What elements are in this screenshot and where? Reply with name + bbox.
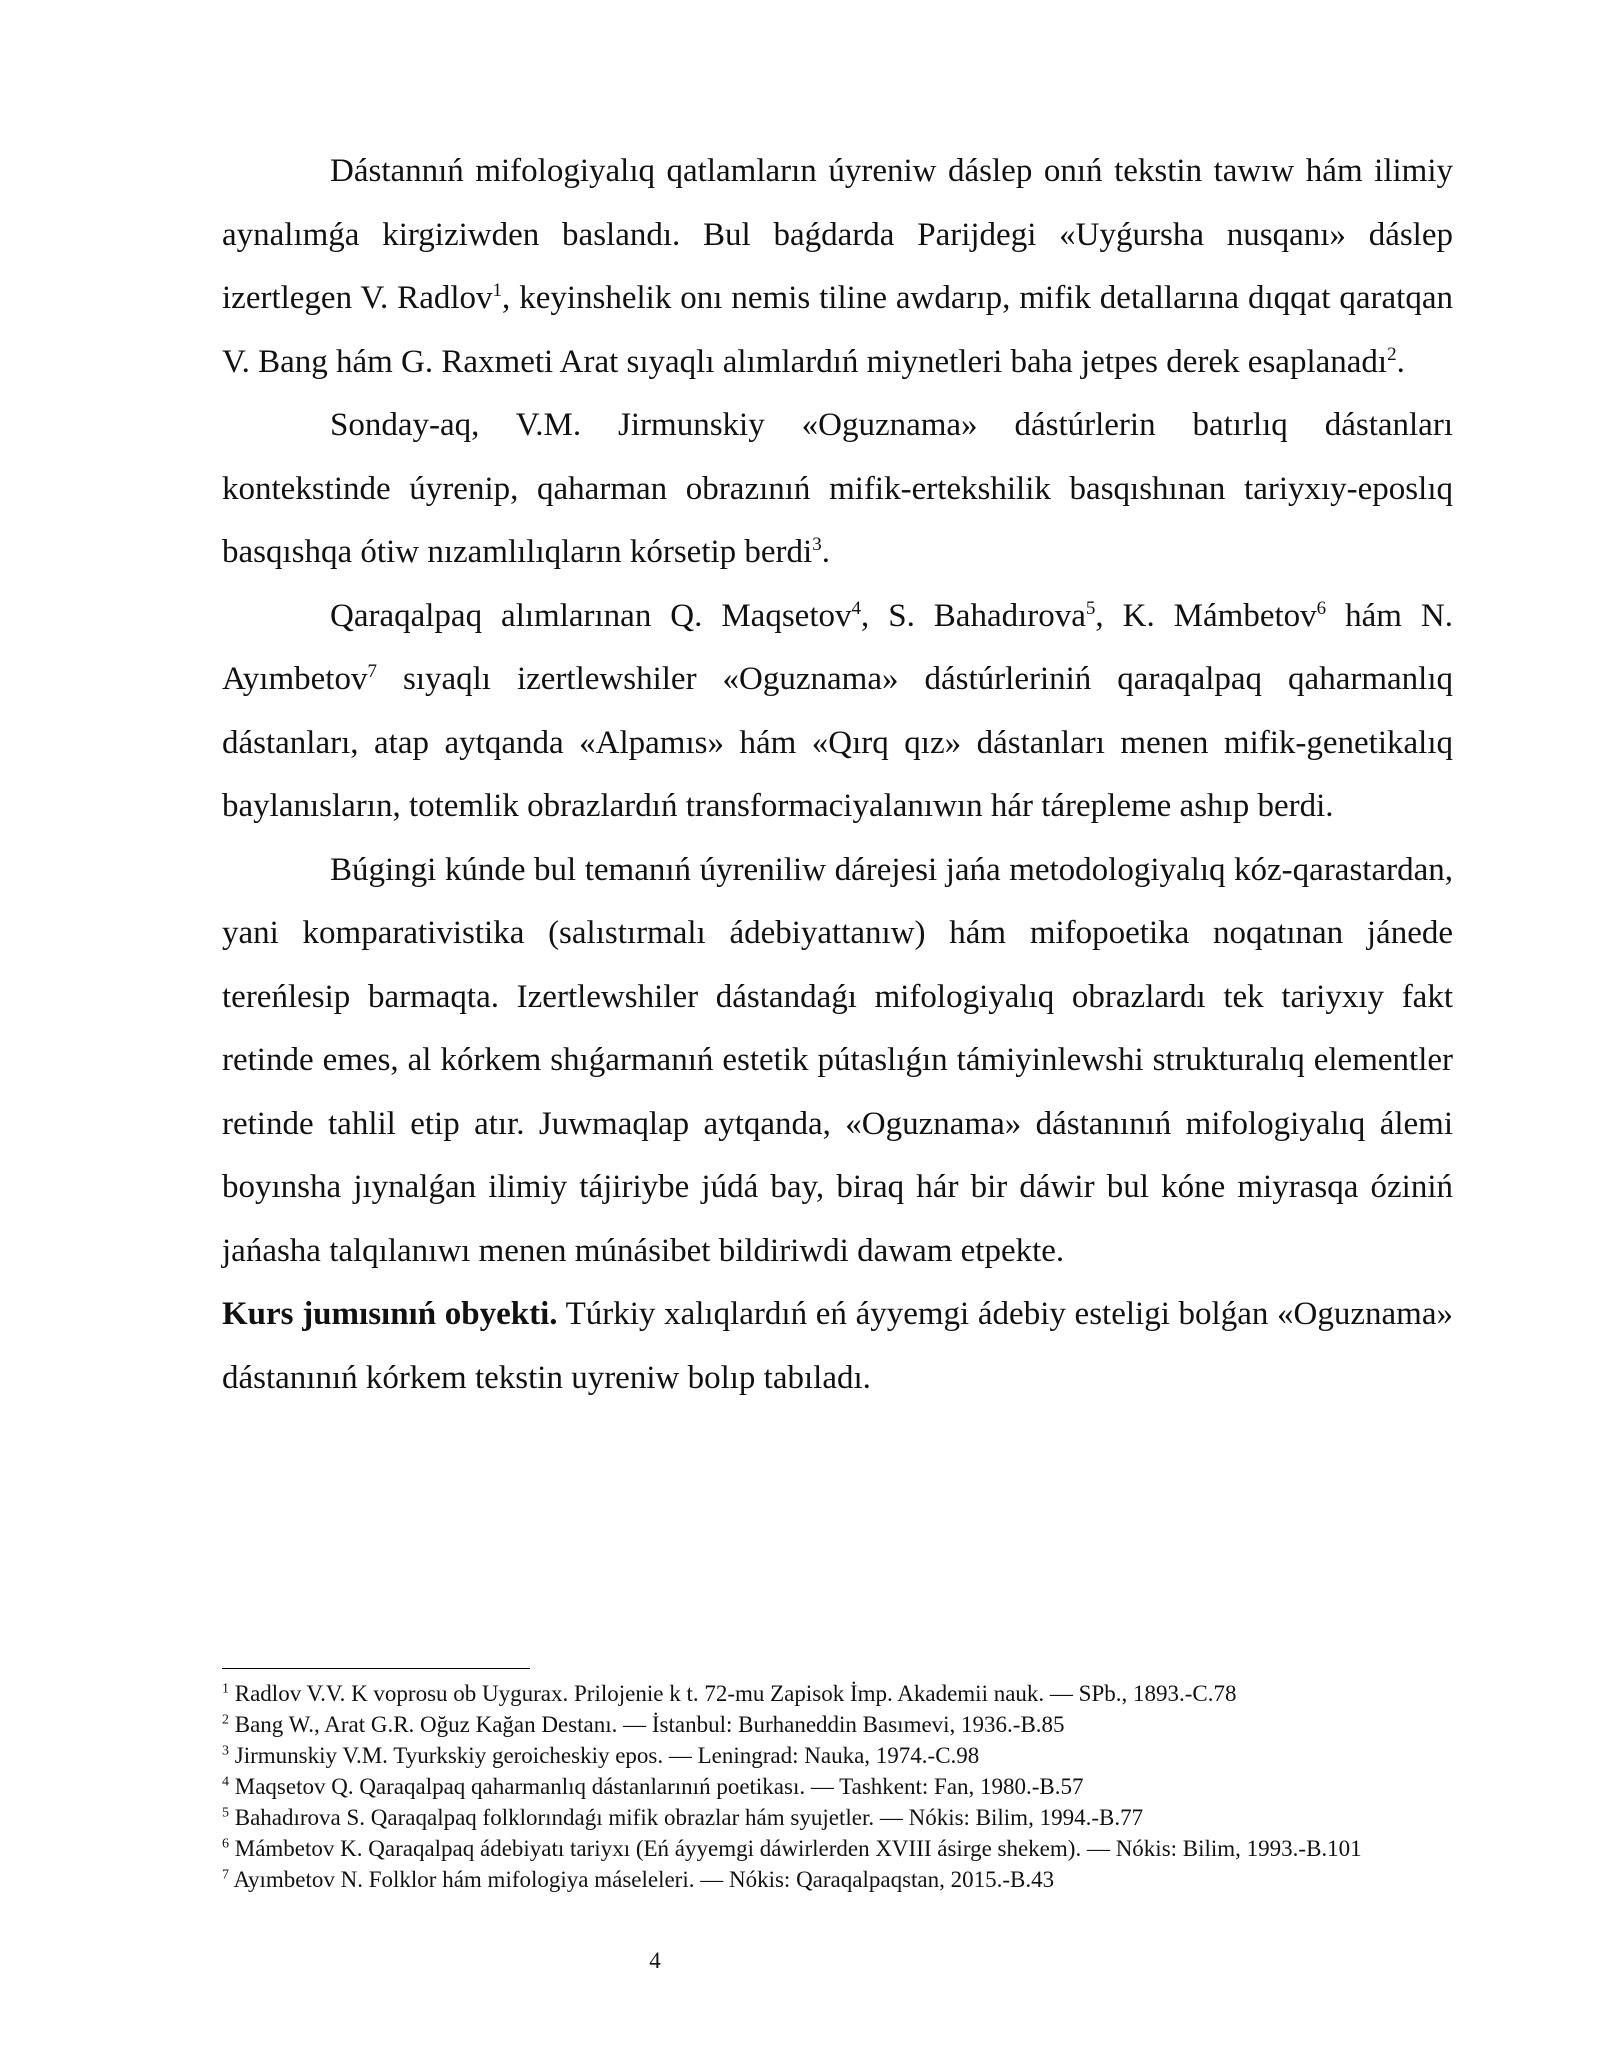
- body-paragraph: [222, 585, 1453, 839]
- footnote-number: 6: [222, 1836, 229, 1852]
- paragraph-text: .: [1396, 343, 1405, 380]
- paragraph-text: , K. Mámbetov: [1095, 597, 1317, 634]
- footnotes: [222, 1678, 1453, 1895]
- footnote-number: 3: [222, 1743, 229, 1759]
- paragraph-text: Qaraqalpaq alımlarınan Q. Maqsetov: [330, 597, 852, 634]
- footnote-text: Bang W., Arat G.R. Oğuz Kağan Destanı. — İstanbul: Burhaneddin Basımevi, 1936.-B.85: [234, 1712, 1065, 1737]
- footnote: [222, 1709, 1453, 1740]
- footnote-text: Mámbetov K. Qaraqalpaq ádebiyatı tariyxı (Eń áyyemgi dáwirlerden XVIII ásirge shekem). — Nókis: Bilim, 1993.-B.101: [234, 1836, 1362, 1861]
- footnote-marker[interactable]: 2: [1387, 343, 1397, 365]
- footnote-text: Radlov V.V. K voprosu ob Uygurax. Prilojenie k t. 72-mu Zapisok İmp. Akademii nauk. — SPb., 1893.-C.78: [234, 1681, 1237, 1706]
- paragraph-text: Dástannıń mifologiyalıq qatlamların úyreniw dáslep onıń tekstin tawıw hám ilimiy aynalımǵa kirgiziwden baslandı. Bul baǵdarda Parijdegi «Uyǵursha nusqanı» dáslep izertlegen V. Radlov: [222, 153, 1453, 316]
- footnote-number: 2: [222, 1712, 229, 1728]
- paragraph-text: Sonday-aq, V.M. Jirmunskiy «Oguznama» dástúrlerin batırlıq dástanları kontekstinde úyrenip, qaharman obrazınıń mifik-ertekshilik basqıshınan tariyxıy-eposlıq basqıshqa ótiw nızamlılıqların kórsetip berdi: [222, 407, 1453, 570]
- footnote-marker[interactable]: 5: [1085, 597, 1096, 619]
- body-paragraph: [222, 839, 1453, 1284]
- paragraph-list: [222, 140, 1453, 1283]
- object-heading: Kurs jumısınıń obyekti.: [222, 1296, 558, 1332]
- paragraph-text: .: [821, 534, 830, 570]
- footnote: [222, 1678, 1453, 1709]
- paragraph-text: Búgingi kúnde bul temanıń úyreniliw dárejesi jańa metodologiyalıq kóz-qarastardan, yani komparativistika (salıstırmalı ádebiyattanıw) hám mifopoetika noqatınan jánede tereńlesip barmaqta. Izertlewshiler dástandaǵı mifologiyalıq obrazlardı tek tariyxıy fakt retinde emes, al kórkem shıǵarmanıń estetik pútaslıǵın támiyinlewshi strukturalıq elementler retinde tahlil etip atır. Juwmaqlap aytqanda, «Oguznama» dástanınıń mifologiyalıq álemi boyınsha jıynalǵan ilimiy tájiriybe júdá bay, biraq hár bir dáwir bul kóne miyrasqa óziniń jańasha talqılanıwı menen múnásibet bildiriwdi dawam etpekte.: [222, 851, 1453, 1269]
- footnote: [222, 1771, 1453, 1802]
- footnote-text: Jirmunskiy V.M. Tyurkskiy geroicheskiy epos. — Leningrad: Nauka, 1974.-C.98: [234, 1743, 980, 1768]
- footnote-text: Bahadırova S. Qaraqalpaq folklorındaǵı mifik obrazlar hám syujetler. — Nókis: Bilim, 1994.-B.77: [234, 1805, 1144, 1830]
- footnote: [222, 1740, 1453, 1771]
- paragraph-text: sıyaqlı izertlewshiler «Oguznama» dástúrleriniń qaraqalpaq qaharmanlıq dástanları, atap aytqanda «Alpamıs» hám «Qırq qız» dástanları menen mifik-genetikalıq baylanısların, totemlik obrazlardıń transformaciyalanıwın hár tárepleme ashıp berdi.: [222, 661, 1453, 824]
- paragraph-text: hám N. Ayımbetov: [222, 597, 1453, 697]
- paragraph-text: , S. Bahadırova: [861, 597, 1086, 634]
- footnote-marker[interactable]: 3: [812, 534, 822, 555]
- body-paragraph: [222, 140, 1453, 394]
- footnote-marker[interactable]: 1: [492, 280, 503, 301]
- footnote-marker[interactable]: 6: [1316, 597, 1327, 619]
- footnote: [222, 1833, 1453, 1864]
- footnote-text: Ayımbetov N. Folklor hám mifologiya máseleleri. — Nókis: Qaraqalpaqstan, 2015.-B.43: [233, 1867, 1055, 1892]
- object-paragraph: [222, 1283, 1453, 1410]
- footnote: [222, 1864, 1453, 1895]
- footnote-marker[interactable]: 4: [851, 597, 861, 619]
- footnote-number: 5: [222, 1805, 229, 1821]
- body-text: [222, 140, 1453, 1410]
- footnote-separator: [222, 1668, 530, 1669]
- footnote-text: Maqsetov Q. Qaraqalpaq qaharmanlıq dástanlarınıń poetikası. — Tashkent: Fan, 1980.-B.57: [234, 1774, 1084, 1799]
- page-number: 4: [649, 1948, 661, 1973]
- object-text: Túrkiy xalıqlardıń eń áyyemgi ádebiy esteligi bolǵan «Oguznama» dástanınıń kórkem tekstin uyreniw bolıp tabıladı.: [222, 1296, 1453, 1396]
- footnote-number: 4: [222, 1774, 229, 1790]
- paragraph-text: , keyinshelik onı nemis tiline awdarıp, mifik detallarına dıqqat qaratqan V. Bang hám G. Raxmeti Arat sıyaqlı alımlardıń miynetleri baha jetpes derek esaplanadı: [222, 280, 1453, 380]
- footnote-number: 7: [222, 1867, 229, 1883]
- footnote-number: 1: [222, 1681, 229, 1697]
- body-paragraph: [222, 394, 1453, 585]
- footnote-marker[interactable]: 7: [367, 661, 377, 682]
- footnote: [222, 1802, 1453, 1833]
